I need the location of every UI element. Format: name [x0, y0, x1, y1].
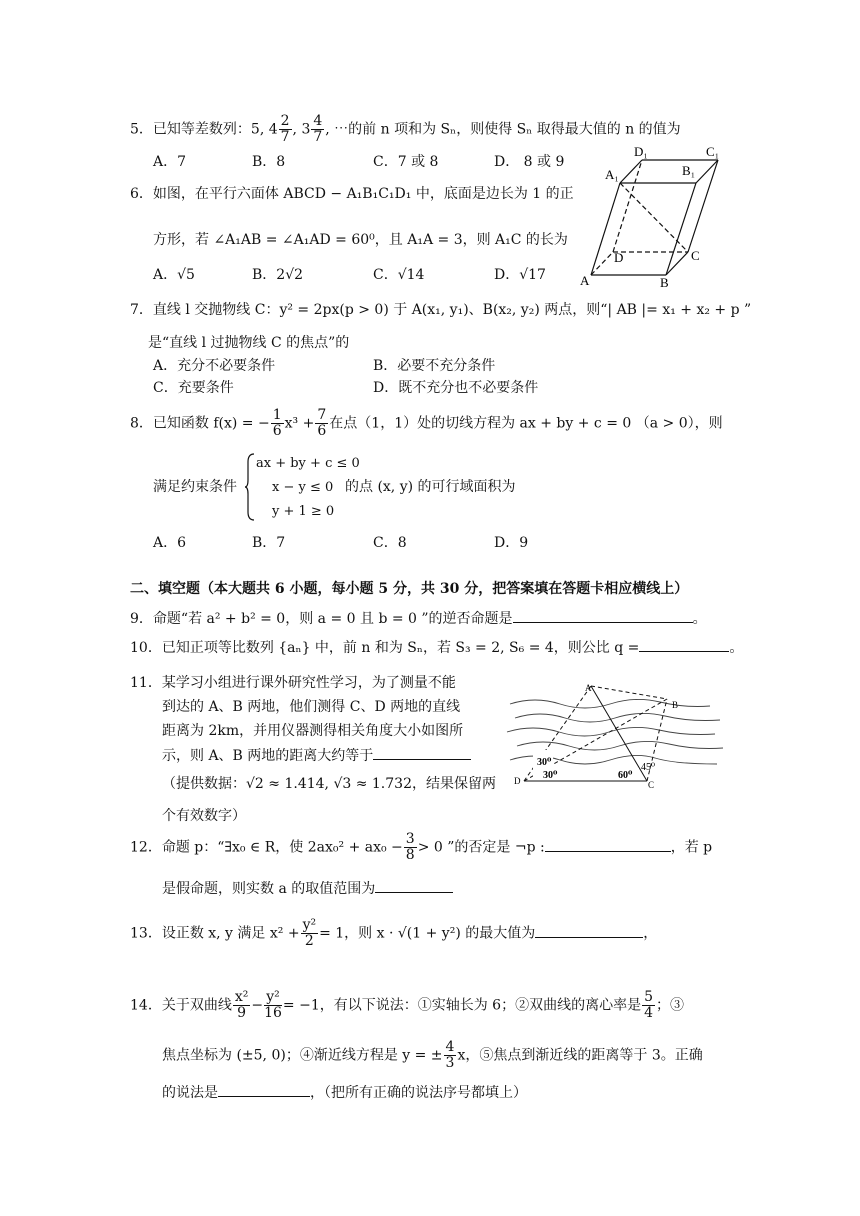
q14-frac3-den: 4: [644, 1005, 654, 1021]
q14-frac3-num: 5: [644, 989, 654, 1005]
angle-c-right: 45⁰: [641, 762, 656, 773]
label-a1: A₁: [605, 167, 619, 182]
q11-line4-text: 示，则 A、B 两地的距离大约等于: [162, 748, 374, 764]
q5-stem-part3: , ⋯的前 n 项和为 Sₙ，则使得 Sₙ 取得最大值的 n 的值为: [325, 121, 681, 138]
q12-frac: [404, 832, 417, 863]
label-c: C: [691, 248, 700, 263]
q5-frac1-num: 2: [280, 113, 290, 129]
q5-frac1-den: 7: [280, 129, 290, 145]
q14-minus: −: [251, 997, 264, 1014]
q14-frac2-den: 16: [264, 1005, 282, 1021]
angle-d-lower: 30⁰: [543, 770, 558, 781]
label-b1: B₁: [682, 163, 696, 178]
q8-line2-post: 的点 (x, y) 的可行域面积为: [345, 479, 516, 495]
q10-end: 。: [729, 640, 744, 656]
q8-frac2-num: 7: [317, 407, 327, 423]
label-a: A: [585, 683, 592, 693]
q5-option-c: C．7 或 8: [373, 154, 439, 170]
q14-line3: [162, 1082, 527, 1103]
q14-pre: 14．关于双曲线: [130, 997, 232, 1014]
q12-post: > 0 ”的否定是 ¬p :: [417, 839, 545, 856]
q9-end: 。: [692, 611, 707, 627]
q12-line2-text: 是假命题，则实数 a 的取值范围为: [162, 881, 376, 897]
q7-line2: 是“直线 l 过抛物线 C 的焦点”的: [148, 335, 350, 351]
q12-line2: [162, 878, 453, 899]
q13-answer-blank[interactable]: [535, 923, 643, 938]
q13-frac: [301, 918, 319, 949]
q7-option-d: D．既不充分也不必要条件: [373, 380, 539, 396]
q11-line2: 到达的 A、B 两地，他们测得 C、D 两地的直线: [162, 699, 461, 715]
q8-frac2-den: 6: [317, 423, 327, 439]
q8-frac1-num: 1: [272, 407, 282, 423]
q14-line2-post: x，⑤焦点到渐近线的距离等于 3。正确: [457, 1047, 703, 1064]
label-d: D: [614, 250, 624, 265]
segment-ab: [591, 686, 667, 699]
q5-option-a: A．7: [153, 154, 187, 170]
q9-answer-blank[interactable]: [513, 608, 693, 623]
q10-text: 10．已知正项等比数列 {aₙ} 中，前 n 和为 Sₙ，若 S₃ = 2, S₆ = 4，则公比 q =: [130, 640, 640, 656]
label-b: B: [660, 275, 669, 288]
q5-frac1: [279, 114, 292, 145]
survey-figure: [505, 682, 727, 792]
q14-answer-blank[interactable]: [218, 1082, 310, 1097]
q14-line3-pre: 的说法是: [162, 1085, 218, 1101]
q12-range-blank[interactable]: [375, 878, 453, 893]
q14-frac4-den: 3: [445, 1055, 455, 1071]
q6-line1: 6．如图，在平行六面体 ABCD − A₁B₁C₁D₁ 中，底面是边长为 1 的正: [130, 186, 574, 202]
q12-frac-den: 8: [405, 847, 415, 863]
q11-answer-blank[interactable]: [373, 745, 471, 760]
q9-text: 9．命题“若 a² + b² = 0，则 a = 0 且 b = 0 ”的逆否命题是: [130, 611, 513, 627]
q14-line2: [162, 1040, 703, 1071]
q8-pre: 8．已知函数 f(x) = −: [130, 415, 270, 432]
q11-note1: （提供数据：√2 ≈ 1.414, √3 ≈ 1.732，结果保留两: [162, 776, 496, 792]
q14-post2: ；③: [656, 997, 685, 1014]
q5-frac2: [311, 114, 324, 145]
q8-mid: x³ +: [284, 415, 315, 432]
q11-line4: [162, 745, 471, 766]
q14-frac4-num: 4: [445, 1039, 455, 1055]
q14-line3-post: ，（把所有正确的说法序号都填上）: [310, 1085, 527, 1101]
segment-ca: [591, 686, 647, 781]
q13-frac-num: y²: [302, 917, 317, 933]
q14-line2-pre: 焦点坐标为 (±5, 0)；④渐近线方程是 y = ±: [162, 1047, 443, 1064]
q14-frac1-den: 9: [237, 1005, 247, 1021]
q8-line1: [130, 408, 723, 439]
q14-post: = −1，有以下说法：①实轴长为 6；②双曲线的离心率是: [282, 997, 642, 1014]
q8-post: 在点（1，1）处的切线方程为 ax + by + c = 0 （a > 0），则: [329, 415, 723, 432]
section2-title: 二、填空题（本大题共 6 小题，每小题 5 分，共 30 分，把答案填在答题卡相应横线上）: [130, 581, 689, 597]
q5-option-d: D． 8 或 9: [494, 154, 565, 170]
q8-line2-pre: 满足约束条件: [153, 479, 237, 495]
q8-frac2: [315, 408, 328, 439]
q11-note2: 个有效数字）: [162, 808, 246, 824]
q8-constraint-3: y + 1 ≥ 0: [272, 504, 335, 519]
q13-post: = 1，则 x · √(1 + y²) 的最大值为: [319, 925, 536, 942]
q6-line2: 方形，若 ∠A₁AB = ∠A₁AD = 60⁰，且 A₁A = 3，则 A₁C 的长为: [153, 232, 568, 248]
q8-option-d: D．9: [494, 535, 529, 551]
q14-frac4: [444, 1040, 457, 1071]
q6-option-b: B．2√2: [252, 267, 304, 283]
q14-frac1-num: x²: [234, 989, 249, 1005]
label-d1: D₁: [634, 144, 648, 159]
q14-frac3: [642, 990, 655, 1021]
q5-stem-part1: 5．已知等差数列：5, 4: [130, 121, 278, 138]
q7-option-c: C．充要条件: [153, 380, 234, 396]
q10-answer-blank[interactable]: [639, 637, 729, 652]
angle-c-left: 60⁰: [618, 770, 633, 781]
q8-frac1-den: 6: [272, 423, 282, 439]
q6-option-a: A．√5: [153, 267, 195, 283]
diagonal-a1c: [620, 183, 688, 252]
q5-frac2-num: 4: [313, 113, 323, 129]
label-c: C: [648, 780, 655, 790]
q6-option-c: C．√14: [373, 267, 425, 283]
q14-frac2: [264, 990, 282, 1021]
parallelepiped-figure: [578, 138, 728, 288]
q12-negation-blank[interactable]: [545, 837, 671, 852]
label-b: B: [672, 700, 679, 710]
label-d: D: [514, 776, 521, 786]
q13-pre: 13．设正数 x, y 满足 x² +: [130, 925, 300, 942]
q8-frac1: [271, 408, 284, 439]
q12-after-blank: ，若 p: [670, 839, 713, 856]
q11-line1: 11．某学习小组进行课外研究性学习，为了测量不能: [130, 675, 456, 691]
angle-d-upper: 30⁰: [537, 757, 552, 768]
q12-pre: 12．命题 p：“∃x₀ ∈ R，使 2ax₀² + ax₀ −: [130, 839, 403, 856]
q14-frac2-num: y²: [264, 990, 282, 1006]
q5-option-b: B．8: [252, 154, 286, 170]
q5-frac2-den: 7: [313, 129, 323, 145]
q13-frac-den: 2: [304, 933, 314, 949]
q13-line: [130, 918, 657, 949]
q10-line: [130, 637, 743, 658]
q8-option-a: A．6: [153, 535, 187, 551]
q8-constraint-1: ax + by + c ≤ 0: [256, 456, 360, 471]
q8-option-c: C．8: [373, 535, 407, 551]
q14-line1: [130, 990, 684, 1021]
q5-stem-part2: , 3: [292, 121, 311, 138]
q7-option-b: B．必要不充分条件: [373, 358, 496, 374]
label-c1: C₁: [706, 144, 720, 159]
q7-line1: 7．直线 l 交抛物线 C：y² = 2px(p > 0) 于 A(x₁, y₁)、B(x₂, y₂) 两点，则“| AB |= x₁ + x₂ + p ”: [130, 302, 752, 318]
q8-constraint-2: x − y ≤ 0: [272, 480, 334, 495]
q6-option-d: D．√17: [494, 267, 546, 283]
q13-end: ，: [643, 925, 658, 942]
q12-line1: [130, 832, 712, 863]
q8-option-b: B．7: [252, 535, 286, 551]
q11-line3: 距离为 2km，并用仪器测得相关角度大小如图所: [162, 723, 464, 739]
q8-brace: [244, 452, 256, 522]
q12-frac-num: 3: [405, 831, 415, 847]
q9-line: [130, 608, 707, 629]
q7-option-a: A．充分不必要条件: [153, 358, 276, 374]
label-a: A: [580, 273, 590, 288]
q14-frac1: [233, 990, 251, 1021]
